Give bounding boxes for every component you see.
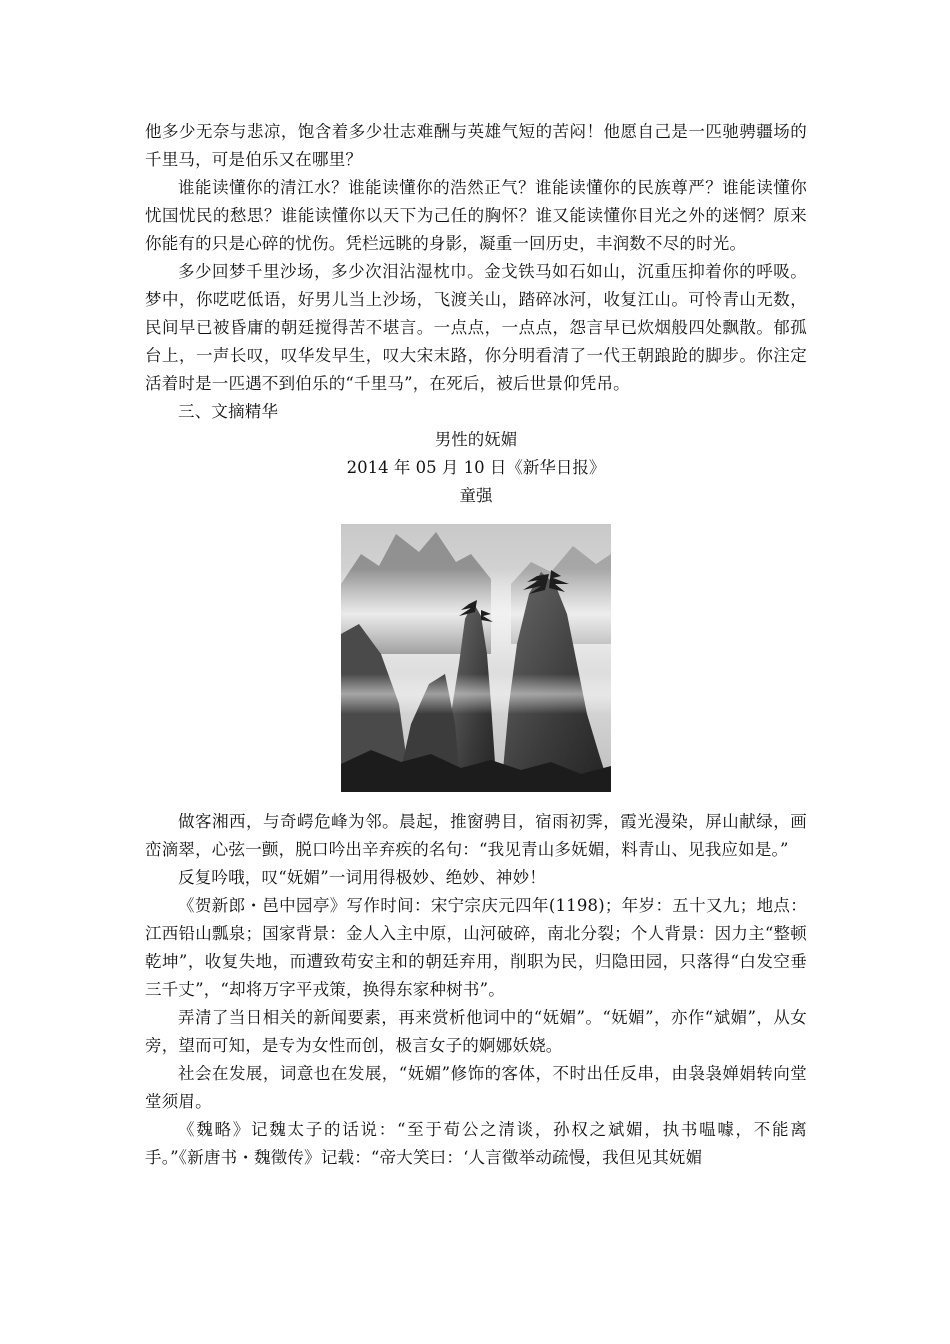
paragraph: 反复吟哦，叹“妩媚”一词用得极妙、绝妙、神妙！ (178, 868, 546, 887)
paragraph: 做客湘西，与奇崿危峰为邻。晨起，推窗骋目，宿雨初霁，霞光漫染，屏山献绿，画峦滴翠，心弦一颤，脱口吟出辛弃疾的名句：“我见青山多妩媚，料青山、见我应如是。” (145, 812, 807, 859)
paragraph: 社会在发展，词意也在发展，“妩媚”修饰的客体，不时出任反串，由袅袅婵娟转向堂堂须眉。 (145, 1064, 807, 1111)
misty-mountain-photo (341, 524, 611, 792)
mountain-illustration (341, 524, 611, 792)
paragraph: 多少回梦千里沙场，多少次泪沾湿枕巾。金戈铁马如石如山，沉重压抑着你的呼吸。梦中，你呓呓低语，好男儿当上沙场，飞渡关山，踏碎冰河，收复江山。可怜青山无数，民间早已被昏庸的朝廷搅得苦不堪言。一点点，一点点，怨言早已炊烟般四处飘散。郁孤台上，一声长叹，叹华发早生，叹大宋末路，你分明看清了一代王朝踉跄的脚步。你注定活着时是一匹遇不到伯乐的“千里马”，在死后，被后世景仰凭吊。 (145, 262, 807, 393)
paragraph: 谁能读懂你的清江水？谁能读懂你的浩然正气？谁能读懂你的民族尊严？谁能读懂你忧国忧民的愁思？谁能读懂你以天下为己任的胸怀？谁又能读懂你目光之外的迷惘？原来你能有的只是心碎的忧伤。凭栏远眺的身影，凝重一回历史，丰润数不尽的时光。 (145, 178, 807, 253)
essay-author: 童强 (459, 486, 493, 505)
article-body (145, 118, 807, 1172)
paragraph: 《魏略》记魏太子的话说：“至于荀公之清谈，孙权之斌媚，执书嗢噱，不能离手。”《新唐书・魏徵传》记载：“帝大笑曰：‘人言徵举动疏慢，我但见其妩媚 (145, 1120, 807, 1167)
paragraph: 弄清了当日相关的新闻要素，再来赏析他词中的“妩媚”。“妩媚”，亦作“斌媚”，从女旁，望而可知，是专为女性而创，极言女子的婀娜妖娆。 (145, 1008, 807, 1055)
paragraph: 《贺新郎・邑中园亭》写作时间：宋宁宗庆元四年(1198)；年岁：五十又九；地点：江西铅山瓢泉；国家背景：金人入主中原，山河破碎，南北分裂；个人背景：因力主“整顿乾坤”，收复失地，而遭致苟安主和的朝廷弃用，削职为民，归隐田园，只落得“白发空垂三千丈”，“却将万字平戎策，换得东家种树书”。 (145, 896, 807, 999)
essay-title: 男性的妩媚 (434, 430, 518, 449)
paragraph: 他多少无奈与悲凉，饱含着多少壮志难酬与英雄气短的苦闷！他愿自己是一匹驰骋疆场的千里马，可是伯乐又在哪里？ (145, 122, 807, 169)
section-heading: 三、文摘精华 (178, 402, 279, 421)
essay-source: 2014 年 05 月 10 日《新华日报》 (346, 458, 606, 477)
